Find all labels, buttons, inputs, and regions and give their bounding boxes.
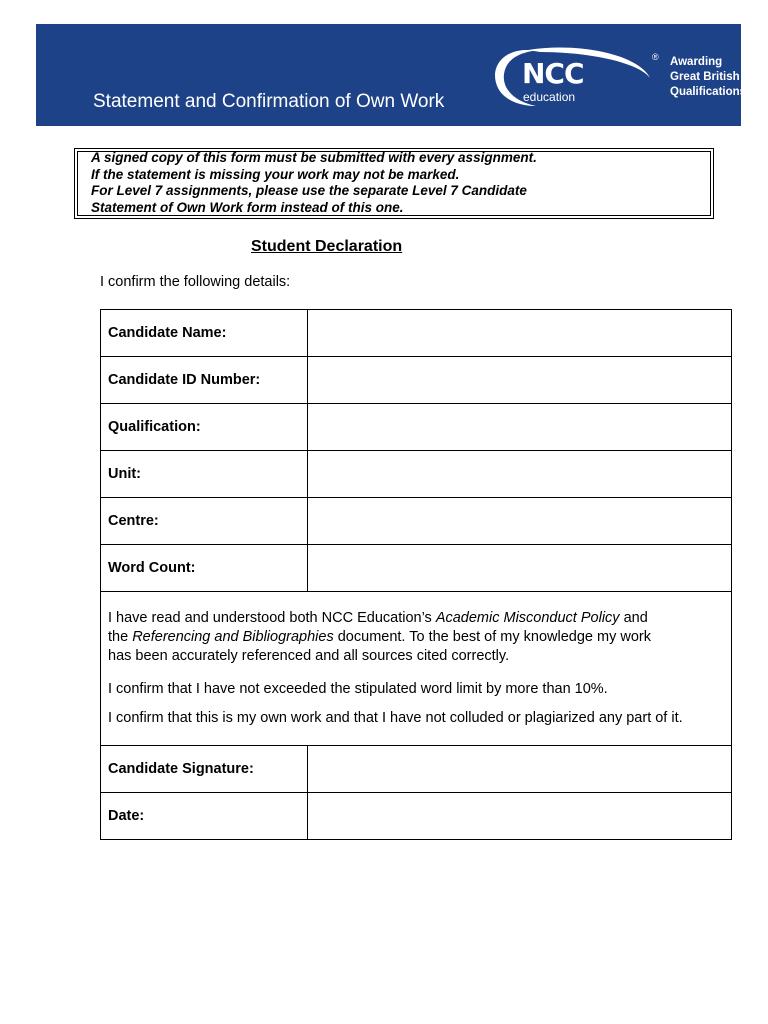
field-label: Candidate Signature: (101, 746, 308, 792)
statement-word-limit: I confirm that I have not exceeded the stipulated word limit by more than 10%. (108, 681, 608, 697)
registered-mark: ® (652, 52, 659, 62)
logo-subtext: education (523, 90, 576, 104)
form-row-qualification (101, 404, 732, 451)
declaration-heading: Student Declaration (251, 238, 403, 255)
declaration-form (100, 309, 732, 840)
field-label: Qualification: (101, 404, 308, 450)
notice-line: For Level 7 assignments, please use the separate Level 7 Candidate (91, 183, 527, 198)
candidate-signature-field[interactable] (308, 746, 732, 792)
form-row-candidate-name (101, 310, 732, 357)
statement-text: and (619, 610, 648, 626)
ncc-education-logo (488, 44, 747, 108)
field-label: Word Count: (101, 545, 308, 591)
word-count-field[interactable] (308, 545, 732, 591)
date-field[interactable] (308, 793, 732, 839)
field-label: Date: (101, 793, 308, 839)
candidate-name-field[interactable] (308, 310, 732, 356)
candidate-id-field[interactable] (308, 357, 732, 403)
form-row-candidate-signature (101, 746, 732, 793)
statement-own-work: I confirm that this is my own work and that I have not colluded or plagiarized any part of it. (108, 710, 683, 726)
notice-line: If the statement is missing your work may not be marked. (91, 166, 460, 182)
statement-text: the (108, 629, 133, 645)
document-title: Referencing and Bibliographies (132, 629, 334, 645)
field-label: Centre: (101, 498, 308, 544)
notice-text (91, 150, 537, 216)
statement-text: has been accurately referenced and all sources cited correctly. (108, 648, 510, 664)
qualification-field[interactable] (308, 404, 732, 450)
statement-text: document. To the best of my knowledge my work (333, 629, 651, 645)
unit-field[interactable] (308, 451, 732, 497)
field-label: Candidate ID Number: (101, 357, 308, 403)
logo-brand: NCC (522, 57, 584, 90)
logo-tagline-line: Great British (670, 71, 740, 83)
centre-field[interactable] (308, 498, 732, 544)
notice-line: A signed copy of this form must be submitted with every assignment. (91, 150, 537, 165)
declaration-intro: I confirm the following details: (100, 274, 291, 290)
submission-notice-box (74, 148, 714, 219)
form-row-candidate-id (101, 357, 732, 404)
policy-title: Academic Misconduct Policy (435, 610, 620, 626)
field-label: Candidate Name: (101, 310, 308, 356)
declaration-statements (101, 592, 732, 746)
logo-tagline-line: Awarding (670, 56, 723, 68)
logo-tagline (670, 55, 746, 100)
statement-text: I have read and understood both NCC Education’s (108, 610, 436, 626)
page-title: Statement and Confirmation of Own Work (93, 91, 445, 112)
notice-line: Statement of Own Work form instead of this one. (91, 199, 404, 215)
logo-tagline-line: Qualifications (670, 86, 747, 98)
header-banner (36, 24, 747, 126)
form-row-date (101, 793, 732, 840)
form-row-unit (101, 451, 732, 498)
statement-academic-misconduct (108, 609, 731, 666)
field-label: Unit: (101, 451, 308, 497)
form-row-centre (101, 498, 732, 545)
form-row-word-count (101, 545, 732, 592)
